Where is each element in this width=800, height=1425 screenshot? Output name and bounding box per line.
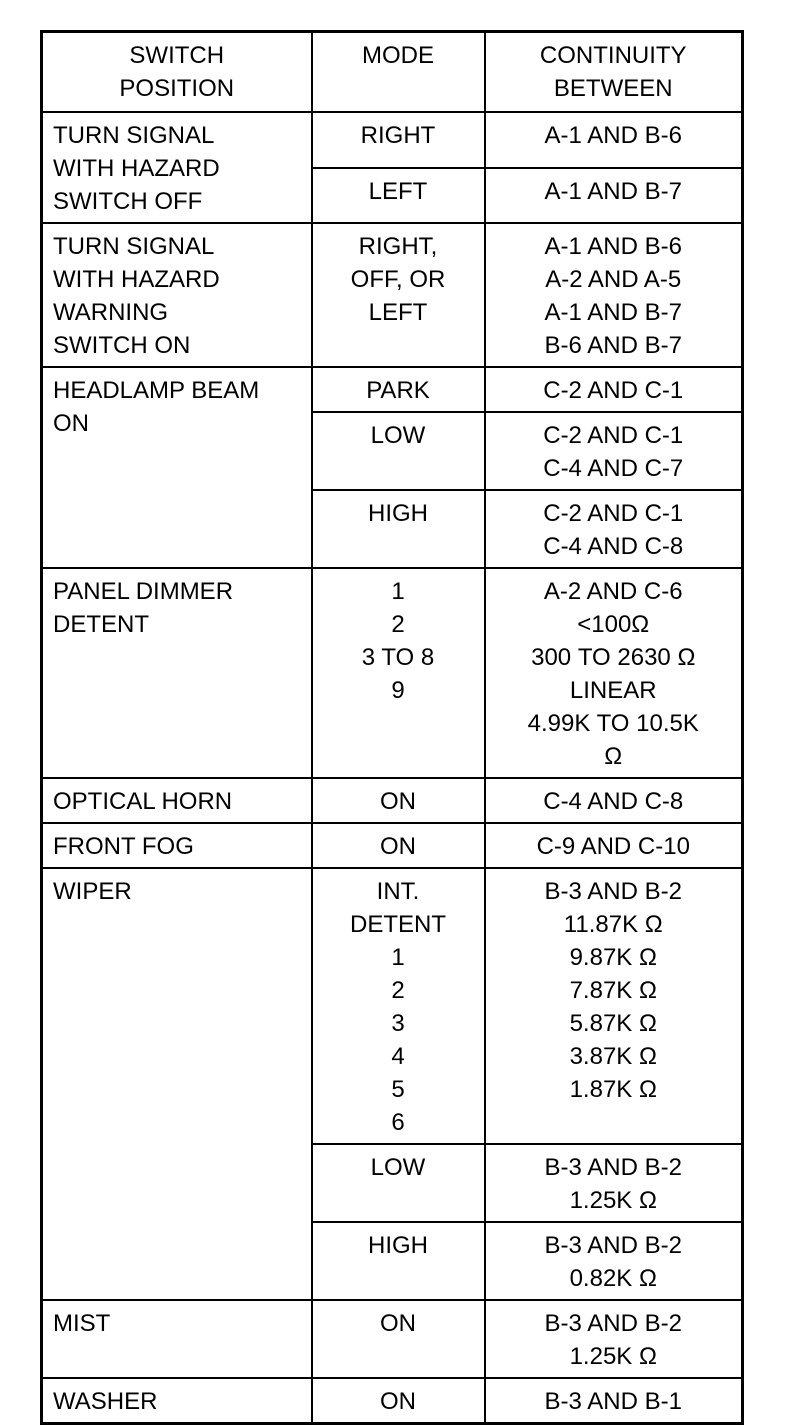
mode-cell: LOW [312,412,485,490]
table-body [42,112,743,1424]
mode-cell: ON [312,1378,485,1424]
header-row [42,32,743,113]
switch-position-cell: PANEL DIMMER DETENT [42,568,312,778]
table-row [42,112,743,168]
switch-position-cell: TURN SIGNAL WITH HAZARD SWITCH OFF [42,112,312,223]
mode-cell: PARK [312,367,485,412]
header-mode: MODE [312,32,485,113]
switch-position-cell: FRONT FOG [42,823,312,868]
continuity-cell: B-3 AND B-2 1.25K Ω [485,1144,743,1222]
table-row [42,868,743,1144]
continuity-cell: C-2 AND C-1 C-4 AND C-7 [485,412,743,490]
continuity-cell: C-2 AND C-1 [485,367,743,412]
mode-cell: HIGH [312,1222,485,1300]
mode-cell: LOW [312,1144,485,1222]
mode-cell: LEFT [312,168,485,224]
continuity-table [40,30,744,1425]
mode-cell: ON [312,823,485,868]
table-row [42,1300,743,1378]
mode-cell: HIGH [312,490,485,568]
continuity-cell: B-3 AND B-2 0.82K Ω [485,1222,743,1300]
mode-cell: INT. DETENT 1 2 3 4 5 6 [312,868,485,1144]
table-row [42,367,743,412]
switch-position-cell: MIST [42,1300,312,1378]
table-row [42,223,743,367]
switch-position-cell: WASHER [42,1378,312,1424]
mode-cell: ON [312,778,485,823]
switch-position-cell: TURN SIGNAL WITH HAZARD WARNING SWITCH ON [42,223,312,367]
mode-cell: RIGHT, OFF, OR LEFT [312,223,485,367]
continuity-cell: A-2 AND C-6 <100Ω 300 TO 2630 Ω LINEAR 4.99K TO 10.5K Ω [485,568,743,778]
continuity-cell: B-3 AND B-1 [485,1378,743,1424]
continuity-cell: A-1 AND B-6 [485,112,743,168]
continuity-cell: B-3 AND B-2 11.87K Ω 9.87K Ω 7.87K Ω 5.87K Ω 3.87K Ω 1.87K Ω [485,868,743,1144]
table-row [42,778,743,823]
table-row [42,568,743,778]
switch-position-cell: HEADLAMP BEAM ON [42,367,312,568]
table-row [42,1378,743,1424]
continuity-cell: C-2 AND C-1 C-4 AND C-8 [485,490,743,568]
header-continuity: CONTINUITY BETWEEN [485,32,743,113]
mode-cell: 1 2 3 TO 8 9 [312,568,485,778]
continuity-cell: B-3 AND B-2 1.25K Ω [485,1300,743,1378]
switch-position-cell: OPTICAL HORN [42,778,312,823]
switch-position-cell: WIPER [42,868,312,1300]
continuity-cell: C-4 AND C-8 [485,778,743,823]
header-switch-position: SWITCH POSITION [42,32,312,113]
continuity-cell: A-1 AND B-6 A-2 AND A-5 A-1 AND B-7 B-6 AND B-7 [485,223,743,367]
continuity-cell: C-9 AND C-10 [485,823,743,868]
continuity-cell: A-1 AND B-7 [485,168,743,224]
mode-cell: RIGHT [312,112,485,168]
mode-cell: ON [312,1300,485,1378]
table-row [42,823,743,868]
